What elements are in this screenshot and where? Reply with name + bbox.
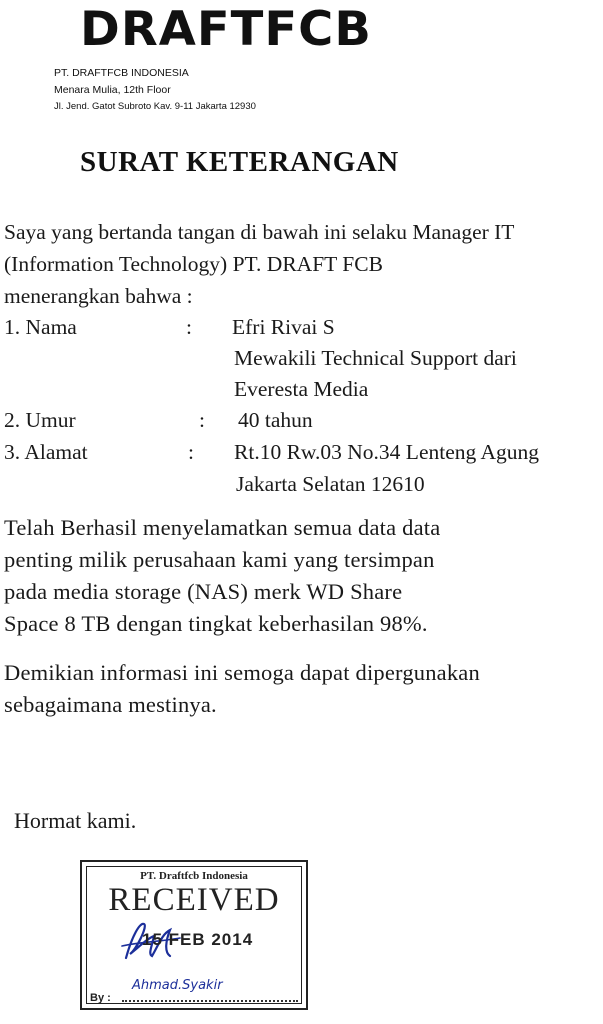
field-value-address: Rt.10 Rw.03 No.34 Lenteng Agung (234, 440, 539, 464)
company-logo: DRAFTFCB (80, 2, 372, 57)
intro-line: Saya yang bertanda tangan di bawah ini selaku Manager IT (4, 220, 515, 244)
field-value-name: Efri Rivai S (232, 315, 335, 339)
field-separator: : (188, 440, 194, 464)
intro-line: (Information Technology) PT. DRAFT FCB (4, 252, 383, 276)
field-value-name: Mewakili Technical Support dari (234, 346, 517, 370)
field-label-name: 1. Nama (4, 315, 77, 339)
closing-line: Demikian informasi ini semoga dapat dipergunakan (4, 660, 480, 685)
body-line: Space 8 TB dengan tingkat keberhasilan 98%. (4, 611, 428, 636)
company-street: Jl. Jend. Gatot Subroto Kav. 9-11 Jakarta 12930 (54, 101, 256, 112)
field-value-address: Jakarta Selatan 12610 (236, 472, 425, 496)
received-stamp (80, 860, 308, 1010)
body-line: Telah Berhasil menyelamatkan semua data data (4, 515, 441, 540)
field-separator: : (199, 408, 205, 432)
body-line: pada media storage (NAS) merk WD Share (4, 579, 403, 604)
company-building: Menara Mulia, 12th Floor (54, 84, 171, 96)
stamp-received: RECEIVED (108, 882, 280, 918)
field-value-age: 40 tahun (238, 408, 313, 432)
field-separator: : (186, 315, 192, 339)
sign-off: Hormat kami. (14, 808, 137, 833)
closing-line: sebagaimana mestinya. (4, 692, 217, 717)
stamp-dotted-line (122, 1000, 298, 1002)
document-title: SURAT KETERANGAN (80, 146, 399, 178)
company-name: PT. DRAFTFCB INDONESIA (54, 67, 189, 79)
stamp-by-label: By : (90, 992, 111, 1004)
stamp-org: PT. Draftfcb Indonesia (140, 870, 248, 882)
field-label-address: 3. Alamat (4, 440, 88, 464)
stamp-date: 15 FEB 2014 (142, 930, 254, 949)
stamp-signer-name: Ahmad.Syakir (132, 978, 223, 993)
field-label-age: 2. Umur (4, 408, 76, 432)
intro-line: menerangkan bahwa : (4, 284, 193, 308)
body-line: penting milik perusahaan kami yang tersimpan (4, 547, 435, 572)
field-value-name: Everesta Media (234, 377, 369, 401)
